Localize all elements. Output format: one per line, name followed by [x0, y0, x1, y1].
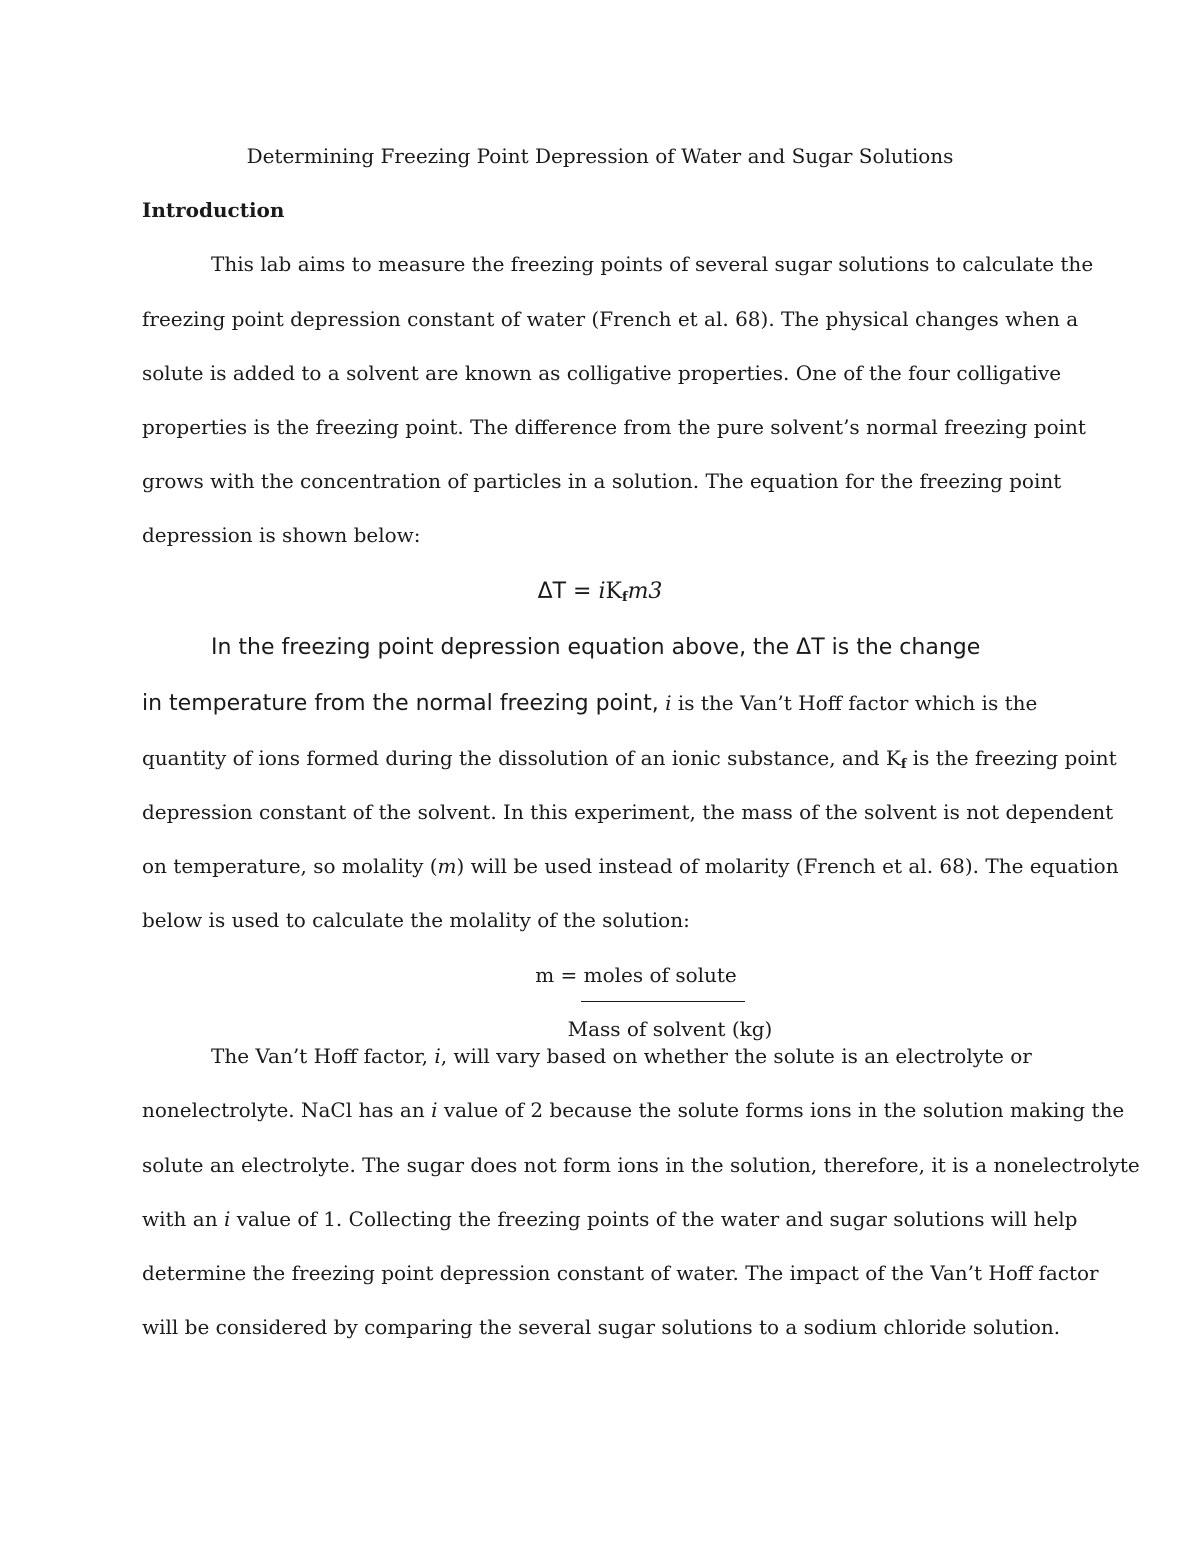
- text-fragment: quantity of ions formed during the dissolution of an ionic substance, and K: [142, 746, 901, 770]
- text-fragment: with an: [142, 1207, 224, 1231]
- paragraph-line: solute an electrolyte. The sugar does not form ions in the solution, therefore, it is a nonelectrolyte: [142, 1153, 1140, 1177]
- paragraph-line: [211, 1042, 1032, 1070]
- italic-i: i: [223, 1207, 231, 1231]
- paragraph-line: depression is shown below:: [142, 523, 421, 547]
- fraction-denominator: Mass of solvent (kg): [567, 1017, 773, 1041]
- italic-i: i: [431, 1098, 438, 1122]
- equation-rest: m3: [627, 579, 663, 604]
- paragraph-line: solute is added to a solvent are known as colligative properties. One of the four colligative: [142, 361, 1062, 385]
- paragraph-line: determine the freezing point depression constant of water. The impact of the Van’t Hoff factor: [142, 1261, 1099, 1285]
- paragraph-line: grows with the concentration of particles in a solution. The equation for the freezing point: [142, 469, 1062, 493]
- paragraph-line: This lab aims to measure the freezing points of several sugar solutions to calculate the: [211, 252, 1094, 276]
- fraction-bar: [581, 1001, 745, 1002]
- paragraph-line: [142, 852, 1119, 880]
- text-fragment: ) will be used instead of molarity (French et al. 68). The equation: [456, 854, 1119, 878]
- equation-lhs: ΔT =: [537, 579, 599, 604]
- equation-k-sub: f: [621, 590, 628, 605]
- paragraph-line: [142, 744, 1117, 779]
- paragraph-line: [142, 1205, 1077, 1233]
- text-fragment: is the Van’t Hoff factor which is the: [671, 691, 1038, 715]
- section-heading: Introduction: [142, 198, 285, 222]
- italic-m: m: [437, 854, 457, 878]
- freezing-point-equation: [0, 576, 1200, 614]
- equation-k: K: [605, 579, 622, 604]
- text-fragment: value of 1. Collecting the freezing points of the water and sugar solutions will help: [230, 1207, 1078, 1231]
- subscript-f: f: [900, 757, 907, 772]
- sans-fragment: in temperature from the normal freezing point,: [142, 691, 659, 716]
- paragraph-line: freezing point depression constant of water (French et al. 68). The physical changes when a: [142, 307, 1079, 331]
- paragraph-line: In the freezing point depression equation above, the ΔT is the change: [211, 635, 981, 660]
- fraction-numerator: m = moles of solute: [535, 963, 737, 987]
- paragraph-line: [142, 1096, 1124, 1124]
- text-fragment: nonelectrolyte. NaCl has an: [142, 1098, 432, 1122]
- italic-i: i: [434, 1044, 441, 1068]
- text-fragment: is the freezing point: [906, 746, 1117, 770]
- italic-i: i: [665, 691, 672, 715]
- paragraph-line: properties is the freezing point. The difference from the pure solvent’s normal freezing point: [142, 415, 1086, 439]
- text-fragment: , will vary based on whether the solute is an electrolyte or: [440, 1044, 1032, 1068]
- document-title: Determining Freezing Point Depression of Water and Sugar Solutions: [246, 144, 954, 168]
- paragraph-line: [142, 689, 1037, 718]
- text-fragment: on temperature, so molality (: [142, 854, 438, 878]
- paragraph-line: will be considered by comparing the several sugar solutions to a sodium chloride solution.: [142, 1315, 1061, 1339]
- paragraph-line: below is used to calculate the molality of the solution:: [142, 908, 690, 932]
- equation-i: i: [598, 579, 606, 604]
- text-fragment: value of 2 because the solute forms ions in the solution making the: [437, 1098, 1125, 1122]
- paragraph-line: depression constant of the solvent. In this experiment, the mass of the solvent is not dependent: [142, 800, 1114, 824]
- text-fragment: The Van’t Hoff factor,: [211, 1044, 435, 1068]
